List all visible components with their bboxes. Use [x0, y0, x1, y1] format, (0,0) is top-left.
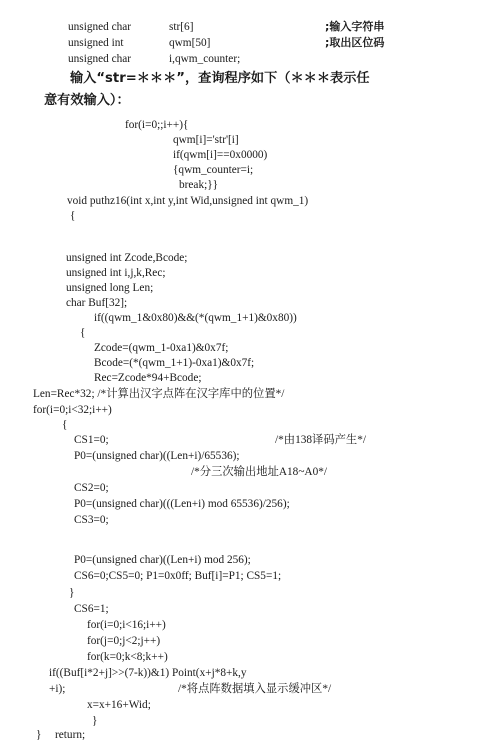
code-line: for(j=0;j<2;j++) — [87, 635, 161, 647]
decl-type-counter: unsigned char — [68, 53, 132, 65]
code-comment: /*分三次输出地址A18~A0*/ — [191, 466, 328, 478]
code-line: Zcode=(qwm_1-0xa1)&0x7f; — [94, 342, 229, 354]
code-line: { — [80, 327, 86, 339]
code-line: if((qwm_1&0x80)&&(*(qwm_1+1)&0x80)) — [94, 312, 297, 324]
code-line: } — [36, 729, 42, 741]
code-line: CS1=0; — [74, 434, 109, 446]
code-line: for(i=0;i<16;i++) — [87, 619, 166, 631]
code-line: unsigned long Len; — [66, 282, 154, 294]
code-line: void puthz16(int x,int y,int Wid,unsigned int qwm_1) — [67, 195, 309, 207]
code-line: { — [70, 210, 76, 222]
code-line: char Buf[32]; — [66, 297, 128, 309]
code-line: CS2=0; — [74, 482, 109, 494]
code-comment: /*将点阵数据填入显示缓冲区*/ — [178, 683, 332, 695]
code-comment: /*由138译码产生*/ — [275, 434, 367, 446]
decl-name-counter: i,qwm_counter; — [169, 53, 241, 65]
decl-comment-qwm: ;取出区位码 — [325, 36, 385, 49]
code-line: CS3=0; — [74, 514, 109, 526]
code-line: return; — [55, 729, 86, 741]
code-line: for(k=0;k<8;k++) — [87, 651, 168, 663]
code-line: P0=(unsigned char)(((Len+i) mod 65536)/256); — [74, 498, 290, 510]
code-line: Bcode=(*(qwm_1+1)-0xa1)&0x7f; — [94, 357, 255, 369]
code-line: break;}} — [179, 179, 219, 191]
code-line: if((Buf[i*2+j]>>(7-k))&1) Point(x+j*8+k,y — [49, 667, 247, 679]
decl-comment-str: ;输入字符串 — [325, 20, 385, 33]
code-line: for(i=0;;i++){ — [125, 119, 189, 131]
code-line: CS6=0;CS5=0; P1=0x0ff; Buf[i]=P1; CS5=1; — [74, 570, 282, 582]
decl-type-str: unsigned char — [68, 21, 132, 33]
code-line: unsigned int i,j,k,Rec; — [66, 267, 166, 279]
code-line: x=x+16+Wid; — [87, 699, 151, 711]
code-line: } — [92, 715, 98, 727]
code-line: P0=(unsigned char)((Len+i)/65536); — [74, 450, 240, 462]
code-line: qwm[i]='str'[i] — [173, 134, 239, 146]
code-line: +i); — [49, 683, 66, 695]
decl-name-str: str[6] — [169, 21, 194, 33]
prose-line-2: 意有效输入）： — [44, 93, 130, 108]
code-line: Rec=Zcode*94+Bcode; — [94, 372, 202, 384]
code-line: P0=(unsigned char)((Len+i) mod 256); — [74, 554, 251, 566]
code-line: CS6=1; — [74, 603, 109, 615]
decl-type-qwm: unsigned int — [68, 37, 124, 49]
code-line: { — [62, 419, 68, 431]
code-line: } — [69, 587, 75, 599]
code-line: unsigned int Zcode,Bcode; — [66, 252, 188, 264]
code-line: Len=Rec*32; /*计算出汉字点阵在汉字库中的位置*/ — [33, 388, 285, 400]
code-line: {qwm_counter=i; — [173, 164, 254, 176]
prose-line-1: 输入“str=＊＊＊”，查询程序如下（＊＊＊表示任 — [70, 71, 370, 86]
decl-name-qwm: qwm[50] — [169, 37, 211, 49]
code-line: if(qwm[i]==0x0000) — [173, 149, 268, 161]
code-line: for(i=0;i<32;i++) — [33, 404, 112, 416]
